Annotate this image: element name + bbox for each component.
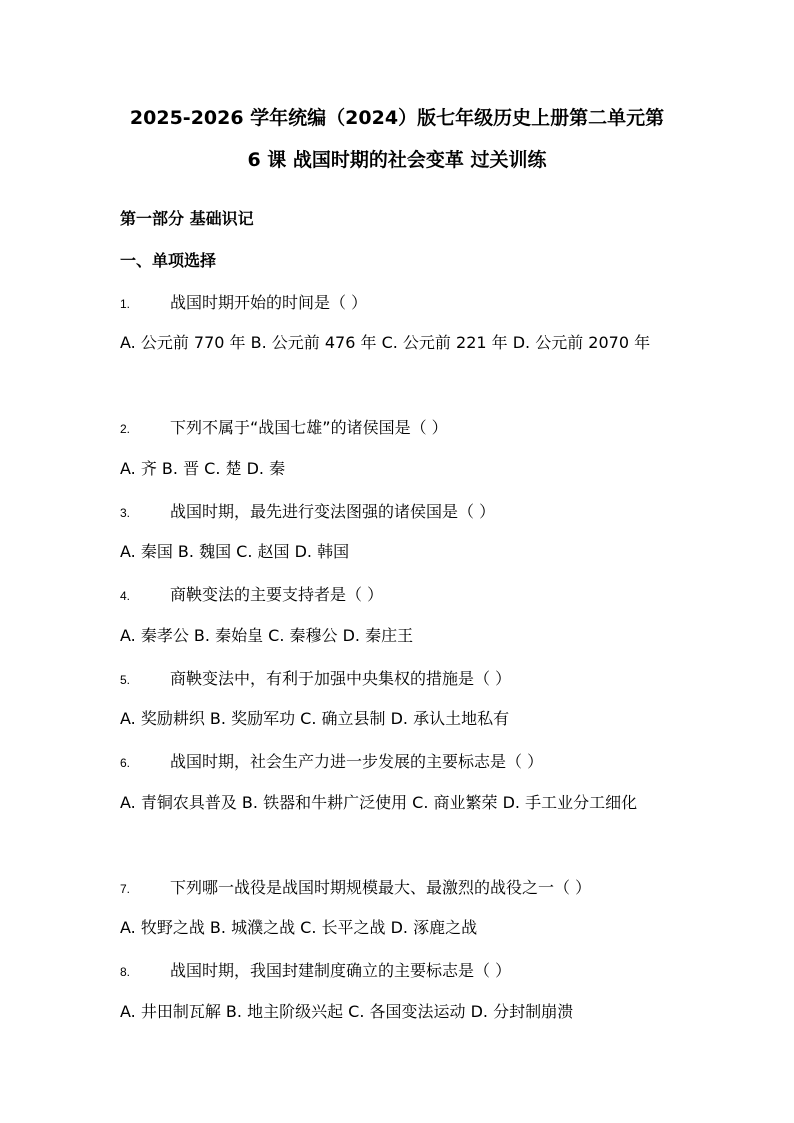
question-stem <box>120 583 674 608</box>
question-stem <box>120 667 674 692</box>
question-stem <box>120 416 674 441</box>
question-options: A. 秦国 B. 魏国 C. 赵国 D. 韩国 <box>120 542 350 561</box>
question-text: 战国时期，最先进行变法图强的诸侯国是（ ） <box>170 502 496 521</box>
section-heading: 一、单项选择 <box>120 251 217 270</box>
question-number: 8. <box>120 965 131 979</box>
question-options: A. 井田制瓦解 B. 地主阶级兴起 C. 各国变法运动 D. 分封制崩溃 <box>120 1002 574 1021</box>
question-text: 下列不属于“战国七雄”的诸侯国是（ ） <box>170 418 448 437</box>
question-options: A. 齐 B. 晋 C. 楚 D. 秦 <box>120 459 286 478</box>
part-heading: 第一部分 基础识记 <box>120 209 254 228</box>
question-text: 战国时期开始的时间是（ ） <box>170 293 368 312</box>
document-title-line-1: 2025-2026 学年统编（2024）版七年级历史上册第二单元第 <box>129 107 665 129</box>
question-stem <box>120 750 674 775</box>
question-number: 4. <box>120 589 131 603</box>
question-options: A. 公元前 770 年 B. 公元前 476 年 C. 公元前 221 年 D. 公元前 2070 年 <box>120 333 651 352</box>
question-options: A. 秦孝公 B. 秦始皇 C. 秦穆公 D. 秦庄王 <box>120 626 414 645</box>
question-text: 下列哪一战役是战国时期规模最大、最激烈的战役之一（ ） <box>170 878 592 897</box>
question-number: 1. <box>120 297 131 311</box>
question-number: 7. <box>120 882 131 896</box>
question-text: 战国时期，我国封建制度确立的主要标志是（ ） <box>170 961 512 980</box>
question-text: 战国时期，社会生产力进一步发展的主要标志是（ ） <box>170 752 544 771</box>
question-stem <box>120 876 674 901</box>
question-stem <box>120 959 674 984</box>
document-title-line-2: 6 课 战国时期的社会变革 过关训练 <box>247 149 547 171</box>
question-options: A. 奖励耕织 B. 奖励军功 C. 确立县制 D. 承认土地私有 <box>120 709 510 728</box>
question-number: 3. <box>120 506 131 520</box>
question-stem <box>120 500 674 525</box>
question-text: 商鞅变法的主要支持者是（ ） <box>170 585 384 604</box>
question-stem <box>120 291 674 316</box>
question-options: A. 牧野之战 B. 城濮之战 C. 长平之战 D. 涿鹿之战 <box>120 918 478 937</box>
question-text: 商鞅变法中，有利于加强中央集权的措施是（ ） <box>170 669 512 688</box>
question-number: 6. <box>120 756 131 770</box>
question-number: 2. <box>120 422 131 436</box>
question-options: A. 青铜农具普及 B. 铁器和牛耕广泛使用 C. 商业繁荣 D. 手工业分工细化 <box>120 793 638 812</box>
question-number: 5. <box>120 673 131 687</box>
